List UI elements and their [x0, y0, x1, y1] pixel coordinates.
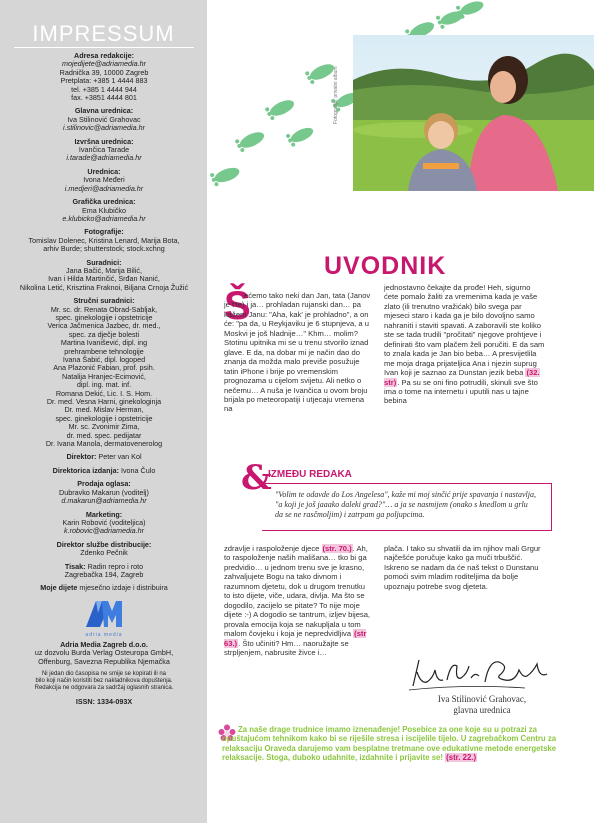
page-reference[interactable]: (32. str) — [384, 368, 540, 387]
editor-block: Urednica: Ivona Međeri i.medjeri@adriamedia.hr — [8, 168, 200, 193]
editor-in-chief-email[interactable]: i.stilinovic@adriamedia.hr — [63, 123, 145, 133]
publishing-director-line: Direktorica izdanja: Ivona Čulo — [52, 465, 156, 475]
impressum-title: IMPRESSUM — [32, 21, 175, 46]
executive-editor-email[interactable]: i.tarade@adriamedia.hr — [66, 153, 142, 163]
marketing-block: Marketing: Karin Robović (voditeljica) k.robovic@adriamedia.hr — [8, 511, 200, 536]
ampersand-icon: & — [241, 458, 272, 498]
impressum-body — [8, 52, 200, 706]
expert-contributors-block: Stručni suradnici: Mr. sc. dr. Renata Obrad-Sabljak, spec. ginekologije i opstetricije Verica Jačmenica Jazbec, dr. med., spec. za dječje bolesti Martina Ivanišević, dipl. ing prehrambene tehnologije Ivana Šabić, dipl. logoped Ana Plazonić Fabian, prof. psih. Natalija Hranjec-Ecimović, dipl. ing. mat. inf. Romana Dekić, Lic. I. S. Hom. Dr. med. Vesna Harni, ginekologinja Dr. med. Mislav Herman, spec. ginekologije i opstetricije Mr. sc. Zvonimir Zima, dr. med. spec. pedijatar Dr. Ivana Manola, dermatovenerolog — [45, 296, 163, 449]
graphic-editor-email[interactable]: e.klubicko@adriamedia.hr — [62, 213, 146, 223]
page-reference[interactable]: (str. 22.) — [446, 753, 477, 763]
editorial-title: UVODNIK — [324, 252, 447, 280]
drop-cap: Š — [224, 284, 251, 328]
editorial-column-3: zdravlje i raspoloženje djece (str. 70.). Ah, to raspoloženje naših mališana… tko bi ga predvidio… u jednom trenu sve je krasno, zahvaljujete Bogu na tako divnom i razumnom djetetu, dok u drugom trenutku to isto dijete, viče, udara, divlja. Ma što se dogodilo, zacijelo se pitate? To nije moje dijete :-) A dogodio se tantrum, izljev bijesa, provala emocija koja se nakupljala u tom malom čovjeku i koja je nepredvidljiva (str 63.). Što učiniti? Hm… naoružajte se strpljenjem, nabrusite živce i… — [224, 544, 371, 657]
issn: ISSN: 1334-093X — [75, 696, 133, 706]
impressum-sidebar — [0, 0, 207, 823]
address-block: Adresa redakcije: mojedijete@adriamedia.hr Radnička 39, 10000 Zagreb Pretplata: +385 1 4444 883 tel. +385 1 4444 944 fax. +3851 4444 801 — [8, 52, 200, 102]
contributors-block: Suradnici: Jana Bačić, Marija Bilić, Ivan i Hilda Martinčić, Srđan Nanić, Nikolina Letić, Krisztina Fraknoi, Biljana Crnoja Žužić — [19, 257, 189, 292]
editor-in-chief-block: Glavna urednica: Iva Stilinović Grahovac i.stilinovic@adriamedia.hr — [8, 107, 200, 132]
ad-sales-email[interactable]: d.makarun@adriamedia.hr — [61, 496, 147, 506]
publisher-line: Moje dijete mjesečno izdaje i distribuira — [40, 583, 168, 593]
izmedu-redaka-quote: "Volim te odavde do Los Angelesa", kaže mi moj sinčić prije spavanja i nastavlja, "a koji je još jaaako daleki grad?"… a ja se nasmijem (onako s knedlom u grlu da se ne rasčmoljim) i zatrpam ga poljupcima. — [275, 490, 536, 519]
handwritten-signature — [405, 652, 555, 692]
impressum-divider — [14, 47, 194, 48]
signature-name-block — [412, 694, 552, 716]
ad-sales-block: Prodaja oglasa: Dubravko Makarun (voditelj) d.makarun@adriamedia.hr — [8, 480, 200, 505]
graphic-editor-block: Grafička urednica: Ema Klubičko e.klubicko@adriamedia.hr — [8, 198, 200, 223]
distribution-block: Direktor službe distribucije: Zdenko Pečnik — [56, 539, 152, 558]
adria-media-logo-icon — [82, 599, 126, 629]
editorial-column-4: plača. I tako su shvatili da im njihov mali Grgur najčešće poručuje kako ga muči trbuščić. Iskreno se nadam da će naš tekst o Dunstanu pomoći svim mladim roditeljima da bolje upoznaju potrebe svog djeteta. — [384, 544, 541, 591]
izmedu-redaka-title: IZMEĐU REDAKA — [268, 469, 352, 480]
director-line: Direktor: Peter van Kol — [66, 452, 142, 462]
executive-editor-block: Izvršna urednica: Ivančica Tarade i.tarade@adriamedia.hr — [8, 138, 200, 163]
company-block: Adria Media Zagreb d.o.o. uz dozvolu Burda Verlag Osteuropa GmbH, Offenburg, Savezna Republika Njemačka — [34, 639, 174, 666]
print-block: Tisak: Radin repro i roto Zagrebačka 194, Zagreb — [64, 561, 144, 579]
editor-email[interactable]: i.medjeri@adriamedia.hr — [64, 183, 144, 193]
photo-credit: Fotografija: privatni album — [333, 66, 339, 124]
editor-photo — [353, 35, 594, 191]
editorial-column-2: jednostavno čekajte da prođe! Heh, sigurno ćete pomalo žaliti za vremenima kada je vaše zlato (ili trenutno vražićak) bilo svega par mjeseci staro i kada ga je bilo dovoljno samo nahraniti i staviti spavati. A zaboravili ste koliko ste se tada trudili "pročitati" njegove prohtjeve i definirati što vam plačem želi poručiti. E da sam to znala kada je Jan bio beba… A presvijetlila me moja draga prijateljica Ana i njezin suprug Ivan koji je saznao za Dunstan jezik beba (32. str). Pa su se oni fino potrudili, skinuli sve što ima o tome na internetu i uputili nas u tajne bebina — [384, 283, 545, 406]
page-reference[interactable]: (str 63.) — [224, 629, 367, 648]
signature-role: glavna urednica — [453, 705, 511, 715]
page-reference[interactable]: (str. 70.) — [322, 544, 352, 553]
photos-block: Fotografije: Tomislav Dolenec, Kristina Lenard, Marija Bota, arhiv Burde; shutterstock; stock.xchng — [28, 227, 180, 254]
logo-caption: adria media — [85, 632, 123, 639]
marketing-email[interactable]: k.robovic@adriamedia.hr — [63, 526, 144, 536]
editor-photo-image — [353, 35, 594, 191]
editorial-column-1: ećemo tako neki dan Jan, tata (Janov je t'te) i ja… prohladan rujanski dan… pa kažem Janu: "Aha, kak' je prohladno", a on će: "pa da, u Reykjaviku je 6 stupnjeva, a u Moskvi je još hladnije…" Khm… molim? Stotinu upitnika mi se u trenu stvorilo iznad glave. E da, na dobar mi je način dao do znanja da možda malo previše posužuje tatin iPhone i brije po vremenskim prognozama u cijelom svijetu. Ali netko o nečemu… A nuša je Ivančica u ovom broju brijala po meteoropatiji i utjecaju vremena na — [224, 291, 371, 414]
disclaimer-block: Ni jedan dio časopisa ne smije se kopirati ili na bilo koji način koristiti bez nakladnikova dopuštenja. Redakcija ne odgovara za sadržaj oglasnih stranica. — [34, 670, 174, 691]
address-email[interactable]: mojedijete@adriamedia.hr — [61, 59, 146, 69]
adria-media-logo — [82, 599, 126, 637]
signature-name: Iva Stilinović Grahovac, — [437, 694, 527, 704]
pregnancy-notice: Za naše drage trudnice imamo iznenađenje! Posebice za one koje su u potrazi za opuštajućom tehnikom kako bi se riješile stresa i iscijelile tijelo. U zagrebačkom Centru za relaksaciju Oraveda darujemo vam besplatne tretmane ove edukativne metode energetske relaksacije. Stoga, duboko udahnite, izdahnite i prijavite se! (str. 22.) — [222, 725, 557, 763]
